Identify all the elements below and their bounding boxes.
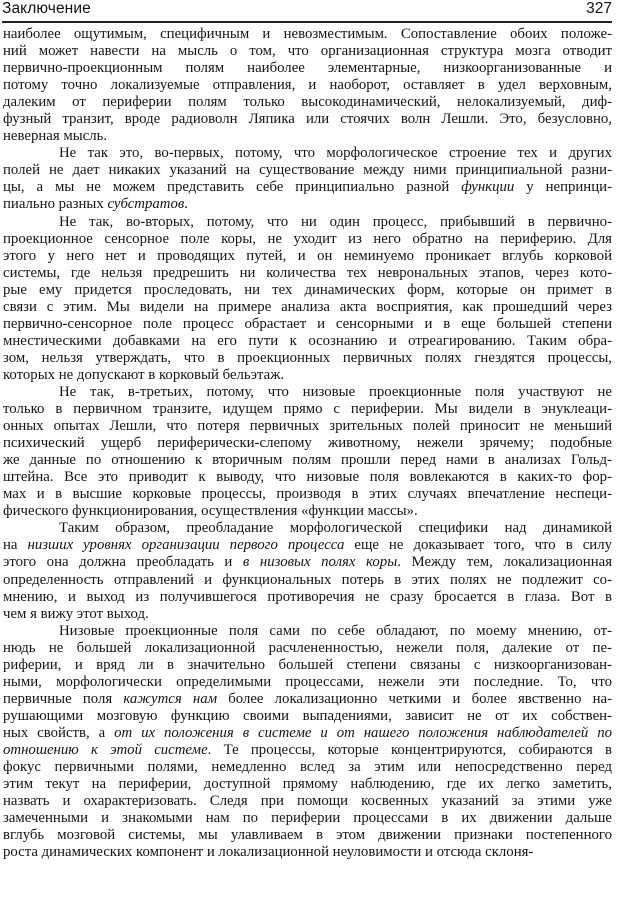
text-line: цы, а мы не можем представить себе принципиально разной функции у непринци- xyxy=(3,179,612,196)
paragraph xyxy=(3,145,612,213)
text-line: замеченными и знакомыми нам по периферии процессами в их движении дальше xyxy=(3,810,612,827)
text-line: мнестическими добавками на его пути к осознанию и отреагированию. Таким обра- xyxy=(3,332,612,349)
text-line: онных опытах Лешли, что потеря первичных зрительных полей приносит не меньший xyxy=(3,418,612,435)
text-line: вглубь мозговой системы, мы улавливаем в этом движении признаки постепенного xyxy=(3,827,612,844)
text-line: Не так, во-вторых, потому, что ни один процесс, прибывший в первично- xyxy=(59,213,612,230)
page-header xyxy=(2,0,612,22)
text-line: на низших уровнях организации первого процесса еще не доказывает того, что в силу xyxy=(3,537,612,554)
text-line: неверная мысль. xyxy=(3,128,108,145)
text-line: полей не дает никаких указаний на существование между ними принципиальной разни- xyxy=(3,162,612,179)
text-line: психический ущерб периферически-слепому животному, нежели зрячему; подобные xyxy=(3,435,612,452)
text-line: назвать и охарактеризовать. Следя при помощи косвенных указаний за этими уже xyxy=(3,793,612,810)
text-line: рушающими мозговую функцию своими выпадениями, зависит не от их собствен- xyxy=(3,707,612,724)
text-line: первично-проекционным полям наиболее элементарные, низкоорганизованные и xyxy=(3,60,612,77)
text-line: Низовые проекционные поля сами по себе обладают, по моему мнению, от- xyxy=(59,622,612,639)
paragraph xyxy=(3,623,612,862)
text-line: штейна. Все это приводит к выводу, что низовые поля вовлекаются в каких-то фор- xyxy=(3,469,612,486)
text-line: только в первичном транзите, идущем прямо с периферии. Мы видели в энуклеаци- xyxy=(3,401,612,418)
page-number: 327 xyxy=(586,0,612,17)
header-rule xyxy=(2,21,612,23)
paragraph xyxy=(3,26,612,145)
text-line: ными, морфологически определимыми процессами, нежели эти последние. То, что xyxy=(3,673,612,690)
text-line: которых не допускают в корковый бельэтаж. xyxy=(3,366,285,383)
text-line: ний может навести на мысль о том, что организационная структура мозга отводит xyxy=(3,43,612,60)
text-line: наиболее ощутимым, специфичным и невозместимым. Сопоставление обоих положе- xyxy=(3,26,612,42)
text-line: роста динамических компонент и локализационной неуловимости и отсюда склоня- xyxy=(3,844,534,861)
text-line: проекционное сенсорное поле коры, не уходит из него обратно на периферию. Для xyxy=(3,230,612,247)
text-line: системы, где нельзя предрешить ни количества тех неврональных этапов, через кото- xyxy=(3,264,612,281)
text-line: мнению, и выход из получившегося противоречия не сразу бросается в глаза. Вот в xyxy=(3,588,612,605)
text-line: фузный транзит, вроде радиоволн Ляпика или стоячих волн Лешли. Это, безусловно, xyxy=(3,111,612,128)
text-line: определенность отправлений и функциональных потерь в этих полях не подлежит со- xyxy=(3,571,612,588)
text-line: этого у него нет и проводящих путей, и он неминуемо проникает вглубь корковой xyxy=(3,247,612,264)
body-text xyxy=(3,26,612,916)
text-line: чем я вижу этот выход. xyxy=(3,605,149,622)
text-line: отношению к этой системе. Те процессы, которые концентрируются, собираются в xyxy=(3,741,612,758)
text-line: этого она должна преобладать и в низовых полях коры. Между тем, локализационная xyxy=(3,554,612,571)
chapter-title: Заключение xyxy=(2,0,91,17)
text-line: Не так, в-третьих, потому, что низовые проекционные поля участвуют не xyxy=(59,383,612,400)
text-line: фического функционирования, осуществления «функции массы». xyxy=(3,503,418,520)
text-line: первично-сенсорное поле процесс обрастает и сенсорными и в еще большей степени xyxy=(3,315,612,332)
text-line: мах и в высшие корковые процессы, производя в этих случаях впечатление неспеци- xyxy=(3,486,612,503)
text-line: этим текут на периферии, доступной прямому наблюдению, где их легко заметить, xyxy=(3,776,612,793)
text-line: фокус первичными полями, немедленно вслед за этим или непосредственно перед xyxy=(3,759,612,776)
text-line: же данные по отношению к вторичным полям прошли перед нами в анализах Гольд- xyxy=(3,452,612,469)
text-line: Не так это, во-первых, потому, что морфологическое строение тех и других xyxy=(59,145,612,162)
text-line: связи с этим. Мы видели на примере анализа акта восприятия, как прошедший через xyxy=(3,298,612,315)
text-line: ных свойств, а от их положения в системе и от нашего положения наблюдателей по xyxy=(3,724,612,741)
text-line: зом, нельзя утверждать, что в проекционных первичных полях гнездятся процессы, xyxy=(3,349,612,366)
text-line: далеким от периферии полям только высокодинамический, нелокализуемый, диф- xyxy=(3,94,612,111)
paragraph xyxy=(3,520,612,622)
text-line: первичные поля кажутся нам более локализационно четкими и более явственно на- xyxy=(3,690,612,707)
text-line: рые ему придется проследовать, ни тех динамических форм, которые он примет в xyxy=(3,281,612,298)
text-line: риферии, и вряд ли в значительно большей степени связаны с низкоорганизован- xyxy=(3,656,612,673)
text-line: пиально разных субстратов. xyxy=(3,196,188,213)
paragraph xyxy=(3,384,612,520)
text-line: потому точно локализуемые отправления, и наоборот, оставляет в удел верховным, xyxy=(3,77,612,94)
text-line: нюдь не большей локализационной расчлененностью, нежели поля, далекие от пе- xyxy=(3,639,612,656)
text-line: Таким образом, преобладание морфологической специфики над динамикой xyxy=(59,520,612,537)
paragraph xyxy=(3,214,612,384)
